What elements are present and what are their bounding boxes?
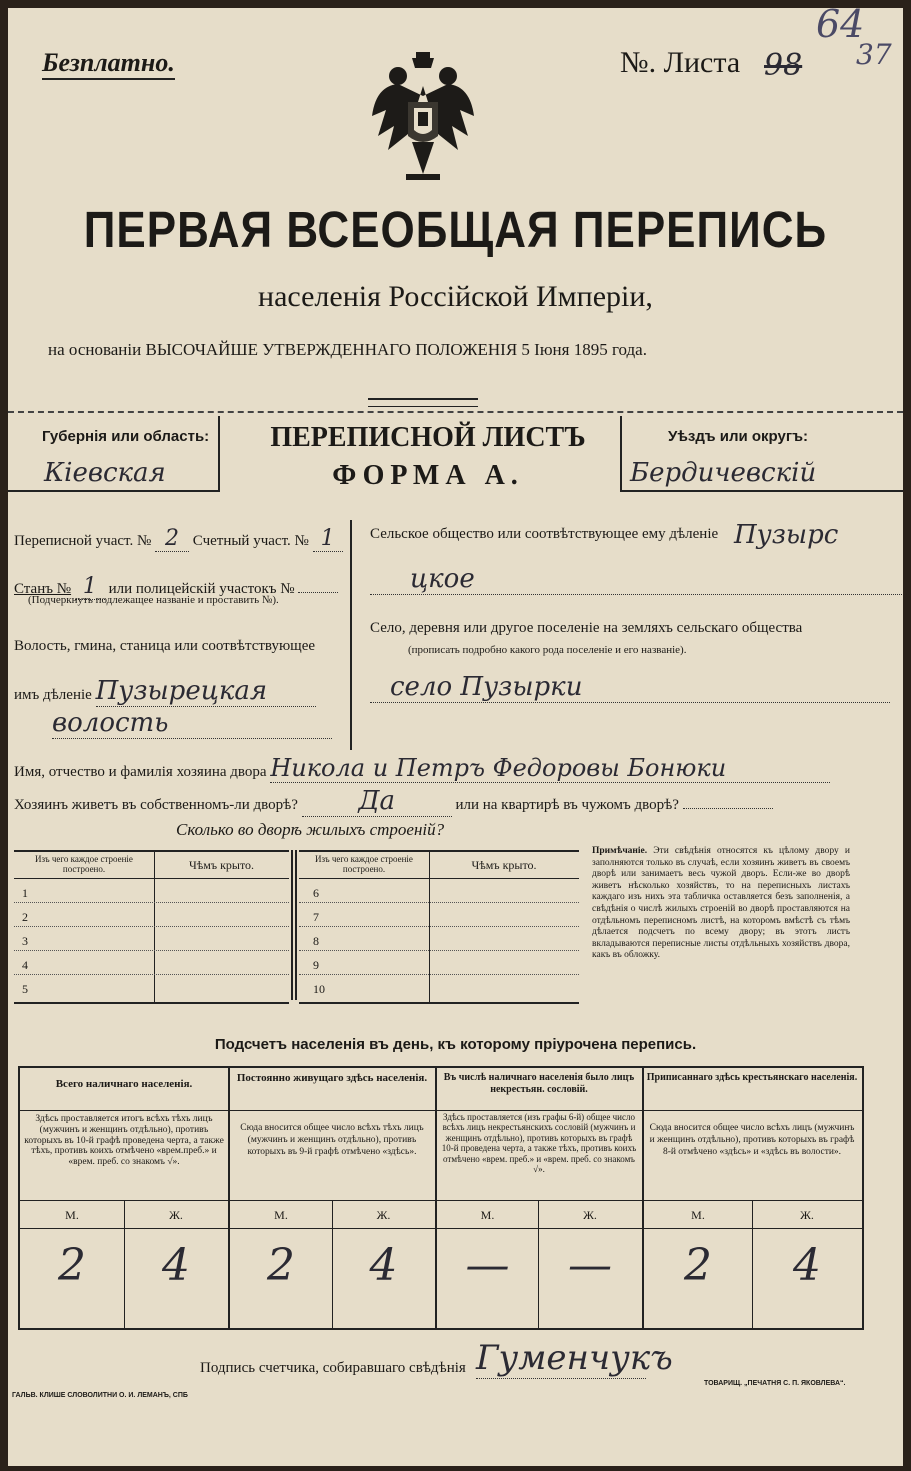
owner-name-value: Никола и Петръ Федоровы Бонюки	[270, 754, 830, 783]
col-material-header: Изъ чего каждое строеніе построено.	[315, 854, 413, 874]
form-title: ПЕРЕПИСНОЙ ЛИСТЪ	[270, 422, 586, 453]
count-male-value: 2	[58, 1240, 86, 1291]
perepis-uchast-value: 2	[155, 526, 189, 552]
signature-label: Подпись счетчика, собиравшаго свѣдѣнія	[200, 1360, 466, 1376]
corner-note-2: 37	[856, 38, 892, 71]
count-heading: Подсчетъ населенія въ день, къ которому пріурочена перепись.	[214, 1036, 697, 1053]
note-text: Эти свѣдѣнія относятся къ цѣлому двору и заполняются только въ случаѣ, если хозяинъ живетъ въ своемъ дворѣ или занимаетъ весь чужой дворъ. Если-же во дворѣ живетъ нѣсколько хозяйствъ, то на переписныхъ листахъ каждаго изъ нихъ эта табличка оставляется безъ заполненія, а свѣдѣнія о числѣ жилыхъ строеній во дворѣ проставляются на отдѣльномъ переписномъ листѣ, на которомъ вмѣстѣ съ тѣмъ дѣлается подсчетъ по всему двору; въ этотъ листъ вкладываются переписные листы отдѣльныхъ хозяйствъ двора, какъ въ обложку.	[592, 846, 851, 961]
owner-lives-row	[14, 786, 773, 817]
obschestvo-value-2: цкое	[370, 564, 903, 595]
count-col-desc: Сюда вносится общее число всѣхъ лицъ (мужчинъ и женщинъ отдѣльно), противъ которыхъ въ графѣ 8-й отмѣчено «здѣсь» и «здѣсь въ волости».	[649, 1123, 855, 1157]
building-row-number: 3	[22, 934, 28, 948]
uezd-label: Уѣздъ или округъ:	[668, 428, 809, 445]
count-col-title: Всего наличнаго населенія.	[55, 1078, 193, 1090]
page-title: ПЕРВАЯ ВСЕОБЩАЯ ПЕРЕПИСЬ	[83, 202, 828, 259]
count-col-desc: Сюда вносится общее число всѣхъ тѣхъ лицъ (мужчинъ и женщинъ отдѣльно), противъ которыхъ въ 9-й графѣ отмѣчено «здѣсь».	[240, 1123, 424, 1157]
buildings-table-left	[14, 850, 289, 1004]
ornament-divider	[368, 398, 478, 407]
selo-note: (прописать подробно какого рода поселеніе и его названіе).	[408, 644, 687, 656]
col-roof-header: Чѣмъ крыто.	[471, 858, 537, 872]
buildings-table-right	[299, 850, 579, 1004]
building-row-number: 8	[313, 934, 319, 948]
schetny-label: Счетный участ. №	[192, 533, 309, 549]
double-headed-eagle-emblem	[368, 46, 478, 196]
uezd-value: Бердичевскій	[630, 458, 817, 488]
signature-value: Гуменчукъ	[476, 1338, 673, 1378]
f-label: Ж.	[169, 1208, 183, 1222]
note-title: Примѣчаніе.	[592, 846, 648, 856]
count-female-value: —	[568, 1240, 612, 1291]
sheet-number-label: №. Листа	[620, 46, 741, 79]
kvartira-label: или на квартирѣ въ чужомъ дворѣ?	[455, 797, 679, 813]
police-label: или полицейскій участокъ №	[108, 581, 295, 597]
count-male-value: 2	[684, 1240, 712, 1291]
count-female-value: 4	[793, 1240, 821, 1291]
census-sheet	[8, 8, 903, 1466]
building-row-number: 4	[22, 958, 28, 972]
form-subtitle: ФОРМА А.	[332, 460, 524, 491]
count-col-title: Приписаннаго здѣсь крестьянскаго населенія.	[646, 1072, 858, 1083]
count-male-value: —	[465, 1240, 510, 1291]
perepis-uchast-label: Переписной участ. №	[14, 533, 152, 549]
gubernia-value: Кіевская	[44, 458, 166, 488]
building-row-number: 2	[22, 910, 28, 924]
legal-basis-line: на основаніи ВЫСОЧАЙШЕ УТВЕРЖДЕННАГО ПОЛОЖЕНІЯ 5 Іюня 1895 года.	[48, 340, 647, 359]
f-label: Ж.	[583, 1208, 597, 1222]
building-row-number: 5	[22, 982, 28, 996]
count-female-value: 4	[162, 1240, 190, 1291]
obschestvo-value-1: Пузырс	[734, 520, 839, 550]
col-material-header: Изъ чего каждое строеніе построено.	[35, 854, 133, 874]
buildings-question: Сколько во дворѣ жилыхъ строеній?	[176, 820, 445, 839]
gubernia-label: Губернія или область:	[42, 428, 210, 445]
stan-value: 1	[75, 574, 105, 600]
free-label: Безплатно.	[42, 48, 175, 80]
m-label: М.	[691, 1208, 705, 1222]
building-row-number: 7	[313, 910, 319, 924]
volost-value-2: волость	[52, 708, 332, 739]
col-roof-header: Чѣмъ крыто.	[188, 858, 255, 872]
page-subtitle: населенія Россійской Имперіи,	[258, 280, 653, 313]
m-label: М.	[65, 1208, 79, 1222]
note-block	[592, 846, 850, 962]
m-label: М.	[274, 1208, 288, 1222]
volost-row	[14, 676, 316, 707]
delenie-label: имъ дѣленіе	[14, 687, 92, 703]
selo-label: Село, деревня или другое поселеніе на земляхъ сельскаго общества	[370, 620, 803, 636]
obschestvo-label: Сельское общество или соотвѣтствующее ему дѣленіе	[370, 526, 719, 542]
building-row-number: 1	[22, 886, 28, 900]
volost-value-1: Пузырецкая	[96, 676, 316, 707]
f-label: Ж.	[800, 1208, 814, 1222]
sheet-number-value: 98	[764, 48, 803, 83]
printer-left: ГАЛЬВ. КЛИШЕ СЛОВОЛИТНИ О. И. ЛЕМАНЪ, СПБ	[12, 1392, 188, 1399]
building-row-number: 9	[313, 958, 319, 972]
printer-right: ТОВАРИЩ. „ПЕЧАТНЯ С. П. ЯКОВЛЕВА“.	[704, 1380, 846, 1387]
count-col-title: Постоянно живущаго здѣсь населенія.	[236, 1072, 428, 1084]
perepis-uchast-row	[14, 526, 343, 552]
corner-note-1: 64	[816, 8, 865, 46]
selo-value: село Пузырки	[370, 672, 890, 703]
population-count-table	[18, 1066, 864, 1330]
f-label: Ж.	[376, 1208, 391, 1222]
volost-label: Волость, гмина, станица или соотвѣтствующее	[14, 638, 316, 654]
count-col-title: Въ числѣ наличнаго населенія было лицъ некрестьян. сословій.	[443, 1072, 635, 1095]
count-male-value: 2	[267, 1240, 295, 1291]
m-label: М.	[480, 1208, 495, 1222]
underline-note: (Подчеркнуть подлежащее названіе и проставить №).	[28, 594, 279, 606]
building-row-number: 10	[313, 982, 325, 996]
owner-lives-value: Да	[302, 786, 452, 817]
count-col-desc: Здѣсь проставляется итогъ всѣхъ тѣхъ лицъ (мужчинъ и женщинъ отдѣльно), противъ которыхъ въ 10-й графѣ проведена черта, а также тѣхъ, противъ коихъ отмѣчено «врем.преб.» и «врем. преб. со знакомъ √».	[24, 1114, 224, 1168]
owner-name-label: Имя, отчество и фамилія хозяина двора	[14, 764, 267, 780]
stan-label: Станъ №	[14, 581, 72, 597]
count-female-value: 4	[369, 1240, 398, 1291]
owner-name-row	[14, 754, 830, 783]
building-row-number: 6	[313, 886, 319, 900]
owner-lives-label: Хозяинъ живетъ въ собственномъ-ли дворѣ?	[14, 797, 298, 813]
schetny-value: 1	[313, 526, 343, 552]
dashed-divider	[8, 411, 903, 413]
count-col-desc: Здѣсь проставляется (изъ графы 6-й) общее число всѣхъ лицъ некрестьянскихъ сословій (мужчинъ и женщинъ отдѣльно), противъ которыхъ въ графѣ 10-й проведена черта, а также тѣхъ, противъ коихъ отмѣчено «врем. преб.» и «врем. преб. со знакомъ √».	[441, 1112, 637, 1175]
